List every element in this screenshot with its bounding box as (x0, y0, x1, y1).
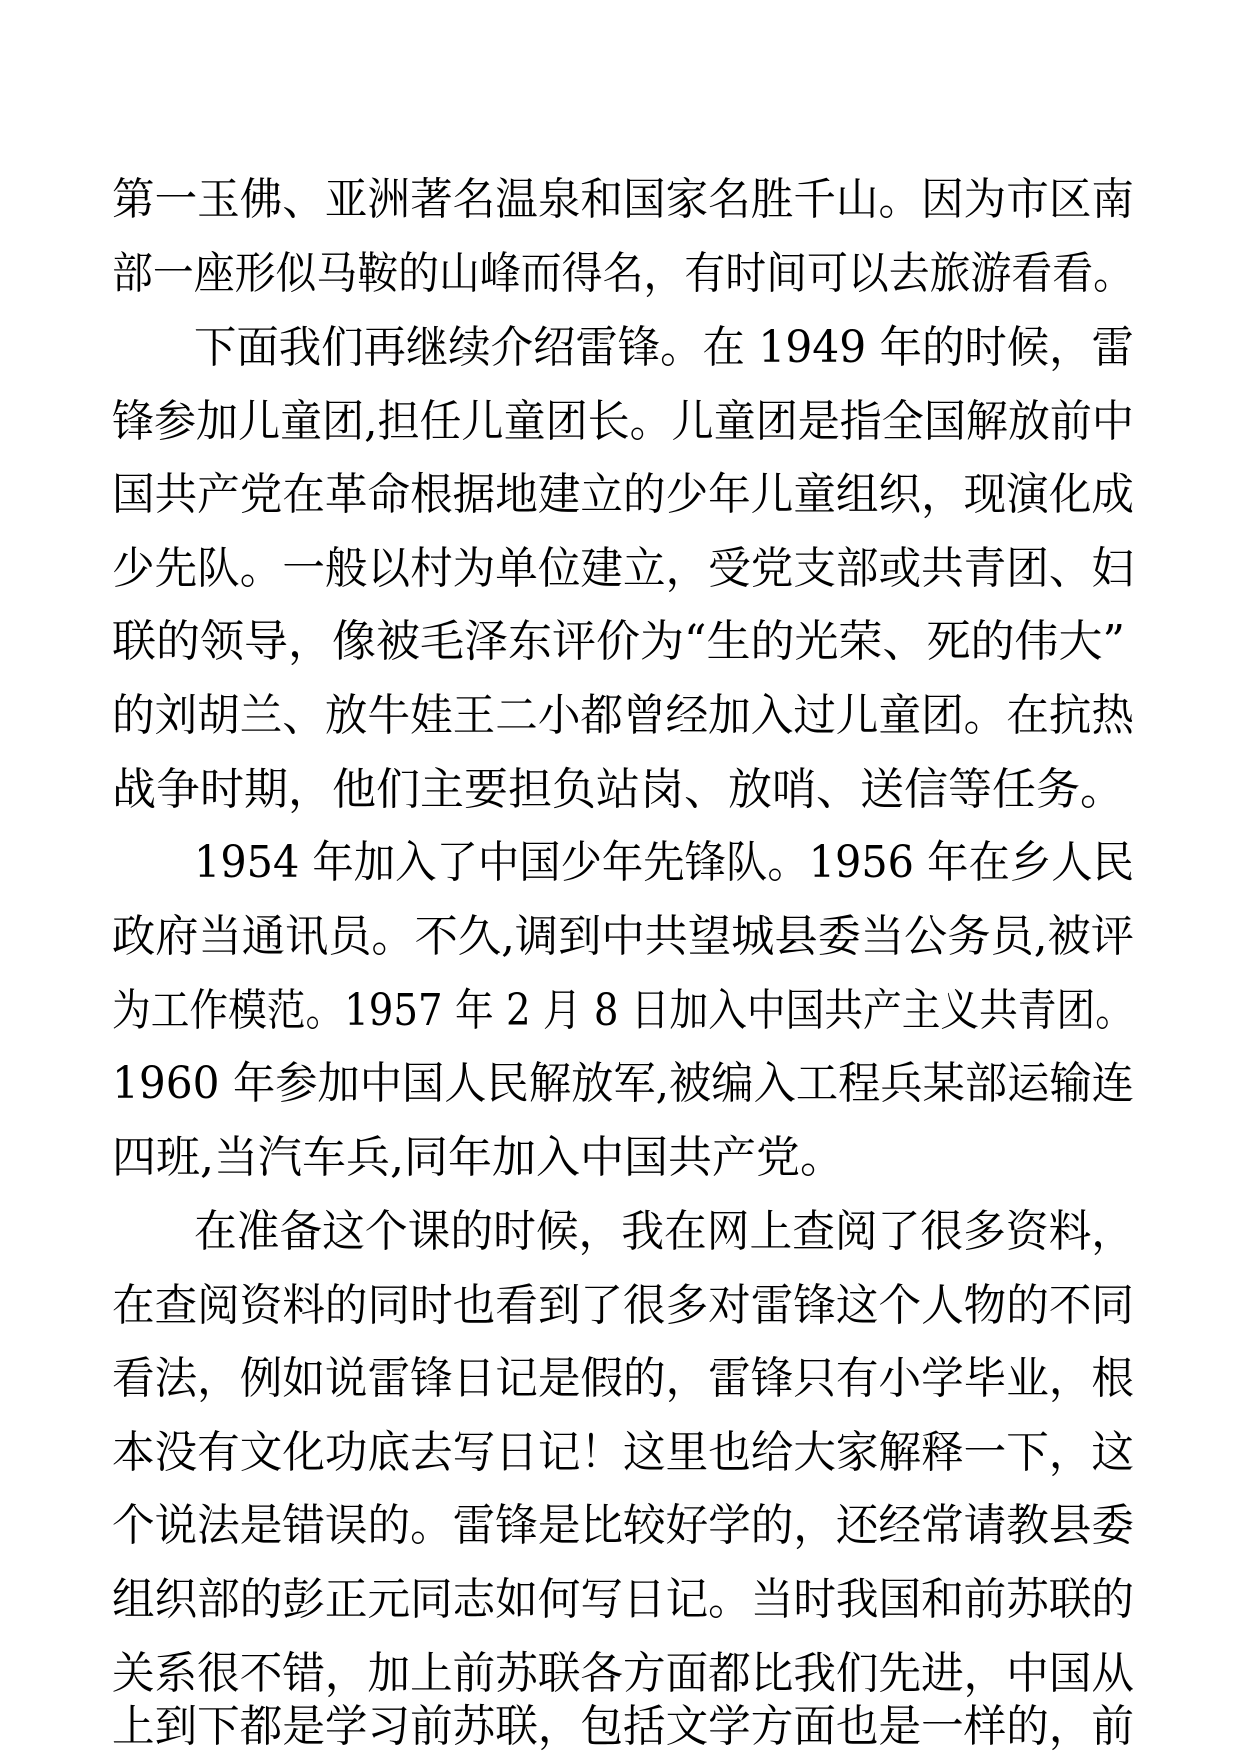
text-line: 本没有文化功底去写日记！这里也给大家解释一下，这 (112, 1427, 1134, 1478)
text-line: 战争时期，他们主要担负站岗、放哨、送信等任务。 (112, 764, 1124, 815)
text-line: 四班,当汽车兵,同年加入中国共产党。 (112, 1132, 844, 1183)
text-line: 看法，例如说雷锋日记是假的，雷锋只有小学毕业，根 (112, 1353, 1134, 1404)
text-line: 在查阅资料的同时也看到了很多对雷锋这个人物的不同 (112, 1280, 1134, 1331)
text-line: 锋参加儿童团,担任儿童团长。儿童团是指全国解放前中 (112, 396, 1134, 447)
text-line: 在准备这个课的时候，我在网上查阅了很多资料， (194, 1206, 1135, 1257)
text-line: 组织部的彭正元同志如何写日记。当时我国和前苏联的 (112, 1574, 1134, 1625)
text-line: 联的领导，像被毛泽东评价为“生的光荣、死的伟大” (112, 616, 1125, 667)
text-line: 部一座形似马鞍的山峰而得名，有时间可以去旅游看看。 (112, 248, 1135, 299)
text-line: 上到下都是学习前苏联，包括文学方面也是一样的，前 (112, 1701, 1134, 1752)
text-line: 为工作模范。1957 年 2 月 8 日加入中国共产主义共青团。 (112, 985, 1134, 1036)
text-line: 个说法是错误的。雷锋是比较好学的，还经常请教县委 (112, 1500, 1134, 1551)
text-line: 1960 年参加中国人民解放军,被编入工程兵某部运输连 (112, 1058, 1134, 1109)
text-line: 少先队。一般以村为单位建立，受党支部或共青团、妇 (112, 543, 1134, 594)
text-line: 1954 年加入了中国少年先锋队。1956 年在乡人民 (194, 837, 1134, 888)
text-line: 关系很不错，加上前苏联各方面都比我们先进，中国从 (112, 1648, 1134, 1699)
text-line: 第一玉佛、亚洲著名温泉和国家名胜千山。因为市区南 (112, 174, 1134, 225)
text-line: 的刘胡兰、放牛娃王二小都曾经加入过儿童团。在抗热 (112, 690, 1134, 741)
text-line: 政府当通讯员。不久,调到中共望城县委当公务员,被评 (112, 911, 1134, 962)
text-line: 下面我们再继续介绍雷锋。在 1949 年的时候，雷 (194, 322, 1134, 373)
text-line: 国共产党在革命根据地建立的少年儿童组织，现演化成 (112, 469, 1134, 520)
